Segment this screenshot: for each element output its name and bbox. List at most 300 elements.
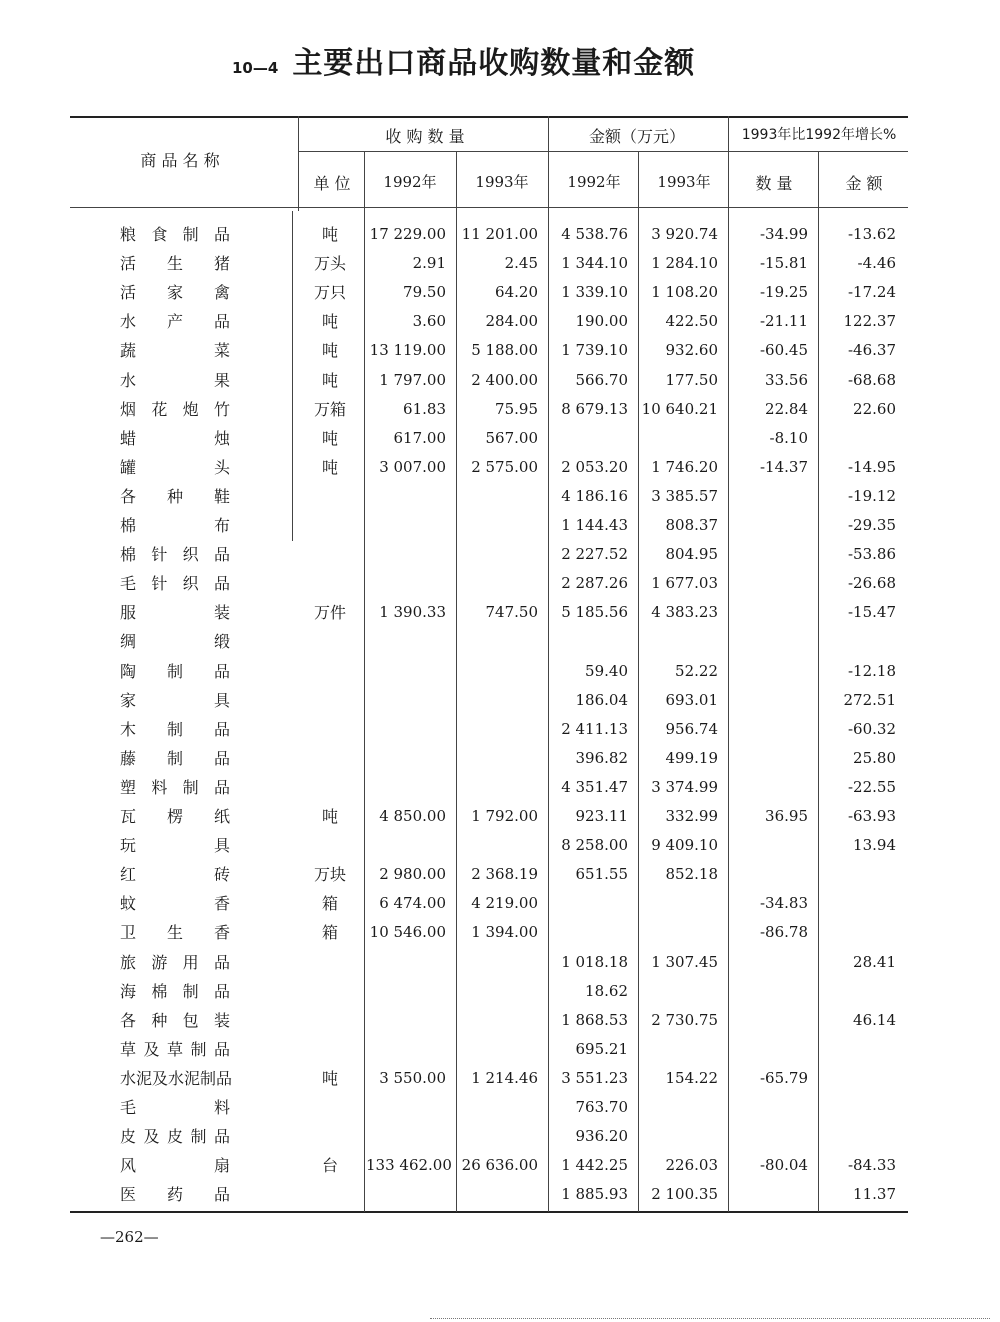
amount-1992-cell: 190.00 (575, 312, 628, 331)
unit-cell: 吨 (321, 341, 338, 361)
unit-cell (300, 948, 360, 977)
col-divider-name (298, 116, 299, 211)
growth-qty-cell: -60.45 (759, 341, 808, 360)
amount-1993-cell: 10 640.21 (641, 399, 718, 418)
growth-amount-cell: 11.37 (853, 1185, 896, 1204)
amount-1993-cell: 1 746.20 (651, 457, 718, 476)
amount-1993-cell (640, 889, 718, 918)
commodity-name-cell: 旅游用品 (120, 952, 230, 972)
unit-cell (300, 1093, 360, 1122)
growth-amount-cell (820, 860, 896, 889)
bottom-dotted-line (430, 1318, 990, 1319)
table-row (0, 1035, 1000, 1064)
commodity-name-cell: 木制品 (120, 719, 230, 739)
amount-1992-cell (552, 889, 628, 918)
qty-1993-cell (458, 1180, 538, 1209)
qty-1993-cell (458, 831, 538, 860)
qty-1993-cell (458, 977, 538, 1006)
header-qty-1993: 1993年 (475, 173, 529, 191)
growth-amount-cell (820, 977, 896, 1006)
qty-1992-cell (366, 511, 446, 540)
header-amt-1992: 1992年 (567, 173, 621, 191)
qty-1993-cell (458, 569, 538, 598)
commodity-name-cell: 家具 (120, 690, 230, 710)
amount-1993-cell: 3 920.74 (651, 225, 718, 243)
growth-qty-cell: -80.04 (759, 1156, 808, 1175)
unit-cell (300, 977, 360, 1006)
amount-1992-cell: 566.70 (575, 370, 628, 389)
amount-1992-cell: 1 339.10 (561, 283, 628, 302)
table-row (0, 1180, 1000, 1209)
growth-amount-cell (820, 1093, 896, 1122)
qty-1993-cell (458, 1035, 538, 1064)
amount-1992-cell: 695.21 (575, 1039, 628, 1058)
commodity-name-cell: 各种鞋 (120, 486, 230, 506)
qty-1993-cell: 2 400.00 (471, 370, 538, 389)
growth-qty-cell (730, 715, 808, 744)
growth-qty-cell: -21.11 (759, 312, 808, 331)
growth-amount-cell (820, 627, 896, 656)
qty-1993-cell (458, 686, 538, 715)
qty-1993-cell (458, 627, 538, 656)
commodity-name-cell: 活家禽 (120, 283, 230, 303)
qty-1993-cell (458, 1093, 538, 1122)
growth-qty-cell (730, 1180, 808, 1209)
qty-1993-cell (458, 715, 538, 744)
qty-1992-cell: 3 550.00 (379, 1068, 446, 1087)
qty-1992-cell (366, 715, 446, 744)
page-title (232, 38, 695, 82)
table-row (0, 598, 1000, 627)
amount-1992-cell: 1 868.53 (561, 1010, 628, 1029)
unit-cell: 万件 (313, 603, 346, 623)
growth-qty-cell: -19.25 (759, 283, 808, 302)
qty-1993-cell: 2.45 (504, 254, 538, 273)
amount-1992-cell: 396.82 (575, 748, 628, 767)
unit-cell (300, 482, 360, 511)
amount-1992-cell: 5 185.56 (561, 603, 628, 622)
growth-qty-cell (730, 977, 808, 1006)
qty-1993-cell: 26 636.00 (461, 1156, 538, 1175)
growth-amount-cell (820, 1035, 896, 1064)
qty-1992-cell: 3.60 (412, 312, 446, 331)
table-row (0, 1151, 1000, 1180)
growth-qty-cell (730, 569, 808, 598)
growth-qty-cell: -34.83 (759, 894, 808, 913)
amount-1993-cell (640, 977, 718, 1006)
amount-1993-cell: 226.03 (665, 1156, 718, 1175)
page-number: —262— (100, 1228, 159, 1246)
unit-cell (300, 569, 360, 598)
qty-1992-cell: 6 474.00 (379, 894, 446, 913)
growth-qty-cell (730, 657, 808, 686)
commodity-name-cell: 医药品 (120, 1185, 230, 1205)
qty-1992-cell: 17 229.00 (369, 225, 446, 243)
commodity-name-cell: 水果 (120, 370, 230, 390)
unit-cell: 万块 (313, 865, 346, 885)
qty-1992-cell: 13 119.00 (369, 341, 446, 360)
growth-amount-cell: -29.35 (847, 516, 896, 534)
growth-qty-cell (730, 860, 808, 889)
growth-amount-cell: -26.68 (847, 574, 896, 593)
header-growth-qty: 数 量 (755, 174, 793, 193)
commodity-name-cell: 棉针织品 (120, 545, 230, 565)
commodity-name-cell: 陶制品 (120, 661, 230, 681)
amount-1992-cell: 2 287.26 (561, 574, 628, 593)
qty-1992-cell: 2 980.00 (379, 865, 446, 884)
header-subrule (298, 151, 908, 152)
unit-cell (300, 831, 360, 860)
growth-qty-cell (730, 773, 808, 802)
commodity-name-cell: 棉布 (120, 516, 230, 535)
unit-cell (300, 1035, 360, 1064)
qty-1992-cell (366, 540, 446, 569)
top-rule (70, 116, 908, 118)
unit-cell (300, 627, 360, 656)
qty-1992-cell: 617.00 (393, 428, 446, 447)
table-row (0, 918, 1000, 947)
amount-1993-cell: 2 730.75 (651, 1010, 718, 1029)
amount-1993-cell: 1 307.45 (651, 952, 718, 971)
qty-1993-cell (458, 1006, 538, 1035)
amount-1992-cell: 3 551.23 (561, 1068, 628, 1087)
commodity-name-cell: 粮食制品 (120, 225, 230, 244)
growth-amount-cell: 22.60 (853, 399, 896, 418)
amount-1993-cell: 852.18 (665, 865, 718, 884)
qty-1992-cell: 79.50 (403, 283, 446, 302)
qty-1993-cell (458, 744, 538, 773)
table-row (0, 336, 1000, 365)
commodity-name-cell: 蔬菜 (120, 341, 230, 361)
table-row (0, 569, 1000, 598)
amount-1993-cell (640, 1035, 718, 1064)
table-number: 10—4 (232, 59, 279, 77)
growth-amount-cell (820, 424, 896, 453)
table-row (0, 860, 1000, 889)
table-row (0, 1006, 1000, 1035)
amount-1993-cell: 3 374.99 (651, 777, 718, 796)
commodity-name-cell: 各种包装 (120, 1010, 230, 1030)
commodity-name-cell: 玩具 (120, 836, 230, 856)
growth-amount-cell: 28.41 (853, 952, 896, 971)
commodity-name-cell: 红砖 (120, 865, 230, 885)
growth-qty-cell (730, 948, 808, 977)
qty-1992-cell: 10 546.00 (369, 923, 446, 942)
commodity-name-cell: 风扇 (120, 1156, 230, 1176)
amount-1992-cell: 923.11 (575, 807, 628, 825)
qty-1993-cell (458, 773, 538, 802)
growth-amount-cell (820, 1122, 896, 1151)
qty-1992-cell (366, 948, 446, 977)
growth-qty-cell: 33.56 (765, 370, 808, 389)
unit-cell: 吨 (321, 370, 338, 390)
qty-1992-cell (366, 1180, 446, 1209)
commodity-name-cell: 瓦楞纸 (120, 807, 230, 826)
table-row (0, 773, 1000, 802)
table-row (0, 307, 1000, 336)
table-row (0, 1122, 1000, 1151)
qty-1992-cell (366, 1006, 446, 1035)
growth-amount-cell: 122.37 (843, 312, 896, 331)
growth-qty-cell (730, 482, 808, 511)
amount-1992-cell: 1 885.93 (561, 1185, 628, 1204)
commodity-name-cell: 烟花炮竹 (120, 399, 230, 419)
unit-cell (300, 511, 360, 540)
growth-amount-cell: -22.55 (847, 777, 896, 796)
unit-cell (300, 1122, 360, 1151)
amount-1992-cell: 8 258.00 (561, 836, 628, 855)
growth-qty-cell (730, 627, 808, 656)
table-row (0, 220, 1000, 249)
table-row (0, 1064, 1000, 1093)
unit-cell: 吨 (321, 428, 338, 448)
unit-cell (300, 540, 360, 569)
amount-1992-cell: 59.40 (585, 661, 628, 680)
growth-qty-cell (730, 1035, 808, 1064)
growth-amount-cell: -17.24 (847, 283, 896, 302)
table-row (0, 948, 1000, 977)
qty-1992-cell: 1 390.33 (379, 603, 446, 622)
amount-1992-cell: 763.70 (575, 1098, 628, 1116)
commodity-name-cell: 毛针织品 (120, 574, 230, 594)
unit-cell: 吨 (321, 225, 338, 244)
unit-cell (300, 1006, 360, 1035)
growth-amount-cell: -19.12 (847, 486, 896, 505)
qty-1992-cell: 61.83 (403, 399, 446, 418)
commodity-name-cell: 塑料制品 (120, 777, 230, 797)
table-row (0, 657, 1000, 686)
amount-1993-cell (640, 627, 718, 656)
qty-1993-cell (458, 1122, 538, 1151)
amount-1993-cell (640, 424, 718, 453)
growth-amount-cell: 46.14 (853, 1010, 896, 1029)
table-row (0, 889, 1000, 918)
commodity-name-cell: 罐头 (120, 457, 230, 477)
unit-cell: 吨 (321, 1068, 338, 1088)
commodity-name-cell: 皮及皮制品 (120, 1127, 230, 1147)
commodity-name-cell: 服装 (120, 603, 230, 623)
amount-1992-cell: 4 186.16 (561, 486, 628, 505)
amount-1993-cell: 499.19 (665, 748, 718, 767)
header-qty-1992: 1992年 (383, 173, 437, 191)
growth-amount-cell: -63.93 (847, 807, 896, 825)
qty-1993-cell: 567.00 (485, 428, 538, 447)
unit-cell (300, 744, 360, 773)
table-row (0, 627, 1000, 656)
amount-1993-cell: 332.99 (665, 807, 718, 825)
header-growth-amt: 金 额 (845, 174, 883, 193)
commodity-name-cell: 水泥及水泥制品 (120, 1068, 233, 1088)
table-row (0, 715, 1000, 744)
growth-qty-cell (730, 831, 808, 860)
header-amt-1993: 1993年 (657, 173, 711, 191)
qty-1993-cell (458, 948, 538, 977)
header-growth: 1993年比1992年增长% (741, 127, 897, 143)
growth-qty-cell: -15.81 (759, 254, 808, 273)
qty-1993-cell: 75.95 (495, 399, 538, 418)
commodity-name-cell: 绸缎 (120, 632, 230, 652)
amount-1993-cell: 52.22 (675, 661, 718, 680)
growth-qty-cell: -34.99 (759, 225, 808, 243)
growth-qty-cell (730, 511, 808, 540)
growth-amount-cell: -53.86 (847, 545, 896, 564)
amount-1992-cell: 1 344.10 (561, 254, 628, 273)
qty-1993-cell (458, 482, 538, 511)
commodity-name-cell: 水产品 (120, 312, 230, 332)
growth-qty-cell (730, 1006, 808, 1035)
amount-1992-cell: 936.20 (575, 1127, 628, 1146)
qty-1993-cell (458, 657, 538, 686)
unit-cell: 箱 (321, 923, 338, 943)
amount-1993-cell: 3 385.57 (651, 486, 718, 505)
qty-1993-cell: 284.00 (485, 312, 538, 331)
growth-amount-cell: -13.62 (847, 225, 896, 243)
qty-1992-cell (366, 686, 446, 715)
growth-qty-cell (730, 1122, 808, 1151)
header-purchase-qty: 收 购 数 量 (385, 127, 465, 146)
commodity-name-cell: 卫生香 (120, 923, 230, 943)
commodity-name-cell: 海棉制品 (120, 981, 230, 1001)
table-title: 主要出口商品收购数量和金额 (292, 46, 696, 81)
amount-1993-cell: 9 409.10 (651, 836, 718, 855)
growth-amount-cell: -46.37 (847, 341, 896, 360)
growth-qty-cell: 36.95 (765, 807, 808, 825)
table-row (0, 366, 1000, 395)
qty-1992-cell (366, 744, 446, 773)
qty-1992-cell: 3 007.00 (379, 457, 446, 476)
growth-qty-cell (730, 540, 808, 569)
commodity-name-cell: 草及草制品 (120, 1039, 230, 1059)
unit-cell: 台 (321, 1156, 338, 1176)
amount-1992-cell: 2 053.20 (561, 457, 628, 476)
amount-1992-cell: 1 442.25 (561, 1156, 628, 1175)
table-row (0, 744, 1000, 773)
qty-1992-cell (366, 627, 446, 656)
table-row (0, 424, 1000, 453)
amount-1993-cell: 1 108.20 (651, 283, 718, 302)
amount-1993-cell: 154.22 (665, 1068, 718, 1087)
unit-cell: 箱 (321, 894, 338, 914)
amount-1992-cell: 186.04 (575, 690, 628, 709)
table-row (0, 540, 1000, 569)
growth-amount-cell: -84.33 (847, 1156, 896, 1175)
table-row (0, 511, 1000, 540)
unit-cell: 万箱 (313, 399, 346, 419)
qty-1993-cell (458, 511, 538, 540)
growth-amount-cell: 13.94 (853, 836, 896, 855)
amount-1992-cell: 18.62 (585, 981, 628, 1000)
amount-1993-cell: 932.60 (665, 341, 718, 360)
qty-1993-cell: 4 219.00 (471, 894, 538, 913)
unit-cell: 万只 (313, 283, 346, 303)
table-row (0, 395, 1000, 424)
bottom-rule (70, 1211, 908, 1213)
amount-1992-cell: 1 144.43 (561, 516, 628, 534)
qty-1992-cell (366, 773, 446, 802)
qty-1992-cell (366, 1122, 446, 1151)
qty-1993-cell: 2 368.19 (471, 865, 538, 884)
amount-1992-cell: 2 411.13 (561, 719, 628, 738)
growth-amount-cell (820, 889, 896, 918)
table-row (0, 802, 1000, 831)
growth-qty-cell: -8.10 (769, 428, 808, 447)
growth-amount-cell: -14.95 (847, 457, 896, 476)
amount-1992-cell: 8 679.13 (561, 399, 628, 418)
qty-1992-cell (366, 977, 446, 1006)
growth-amount-cell: -12.18 (847, 661, 896, 680)
amount-1993-cell: 693.01 (665, 690, 718, 709)
growth-amount-cell: -68.68 (847, 370, 896, 389)
qty-1992-cell: 1 797.00 (379, 370, 446, 389)
amount-1993-cell: 808.37 (665, 516, 718, 534)
qty-1992-cell: 2.91 (412, 254, 446, 273)
commodity-name-cell: 毛料 (120, 1098, 230, 1117)
qty-1993-cell: 1 214.46 (471, 1068, 538, 1087)
qty-1992-cell (366, 657, 446, 686)
table-row (0, 686, 1000, 715)
table-row (0, 977, 1000, 1006)
growth-amount-cell: -60.32 (847, 719, 896, 738)
amount-1993-cell (640, 1093, 718, 1122)
qty-1992-cell (366, 1093, 446, 1122)
table-row (0, 482, 1000, 511)
growth-amount-cell: -15.47 (847, 603, 896, 622)
table-row (0, 249, 1000, 278)
header-name: 商 品 名 称 (140, 151, 220, 170)
amount-1992-cell (552, 627, 628, 656)
unit-cell: 吨 (321, 312, 338, 332)
growth-qty-cell (730, 1093, 808, 1122)
qty-1993-cell: 747.50 (485, 603, 538, 622)
table-row (0, 831, 1000, 860)
growth-qty-cell: -65.79 (759, 1068, 808, 1087)
commodity-name-cell: 活生猪 (120, 254, 230, 274)
unit-cell: 吨 (321, 807, 338, 826)
amount-1992-cell: 4 351.47 (561, 777, 628, 796)
amount-1993-cell: 804.95 (665, 545, 718, 564)
growth-qty-cell (730, 598, 808, 627)
header-bottom-rule (70, 207, 908, 208)
qty-1993-cell: 1 792.00 (471, 807, 538, 825)
unit-cell (300, 715, 360, 744)
growth-amount-cell: 272.51 (843, 690, 896, 709)
qty-1992-cell (366, 1035, 446, 1064)
amount-1993-cell (640, 1122, 718, 1151)
amount-1992-cell: 2 227.52 (561, 545, 628, 564)
amount-1993-cell: 4 383.23 (651, 603, 718, 622)
amount-1992-cell (552, 918, 628, 947)
amount-1992-cell: 4 538.76 (561, 225, 628, 243)
growth-amount-cell: -4.46 (857, 254, 896, 273)
unit-cell (300, 686, 360, 715)
growth-qty-cell (730, 686, 808, 715)
qty-1993-cell: 64.20 (495, 283, 538, 302)
growth-amount-cell (820, 1064, 896, 1093)
commodity-name-cell: 蜡烛 (120, 428, 230, 448)
header-amount: 金额（万元） (588, 127, 685, 146)
amount-1993-cell: 1 677.03 (651, 574, 718, 593)
growth-qty-cell: -14.37 (759, 457, 808, 476)
qty-1993-cell: 1 394.00 (471, 923, 538, 942)
amount-1992-cell: 651.55 (575, 865, 628, 884)
amount-1992-cell: 1 018.18 (561, 952, 628, 971)
growth-qty-cell: 22.84 (765, 399, 808, 418)
amount-1993-cell: 2 100.35 (651, 1185, 718, 1204)
qty-1993-cell (458, 540, 538, 569)
qty-1993-cell: 5 188.00 (471, 341, 538, 360)
amount-1992-cell (552, 424, 628, 453)
qty-1993-cell: 2 575.00 (471, 457, 538, 476)
